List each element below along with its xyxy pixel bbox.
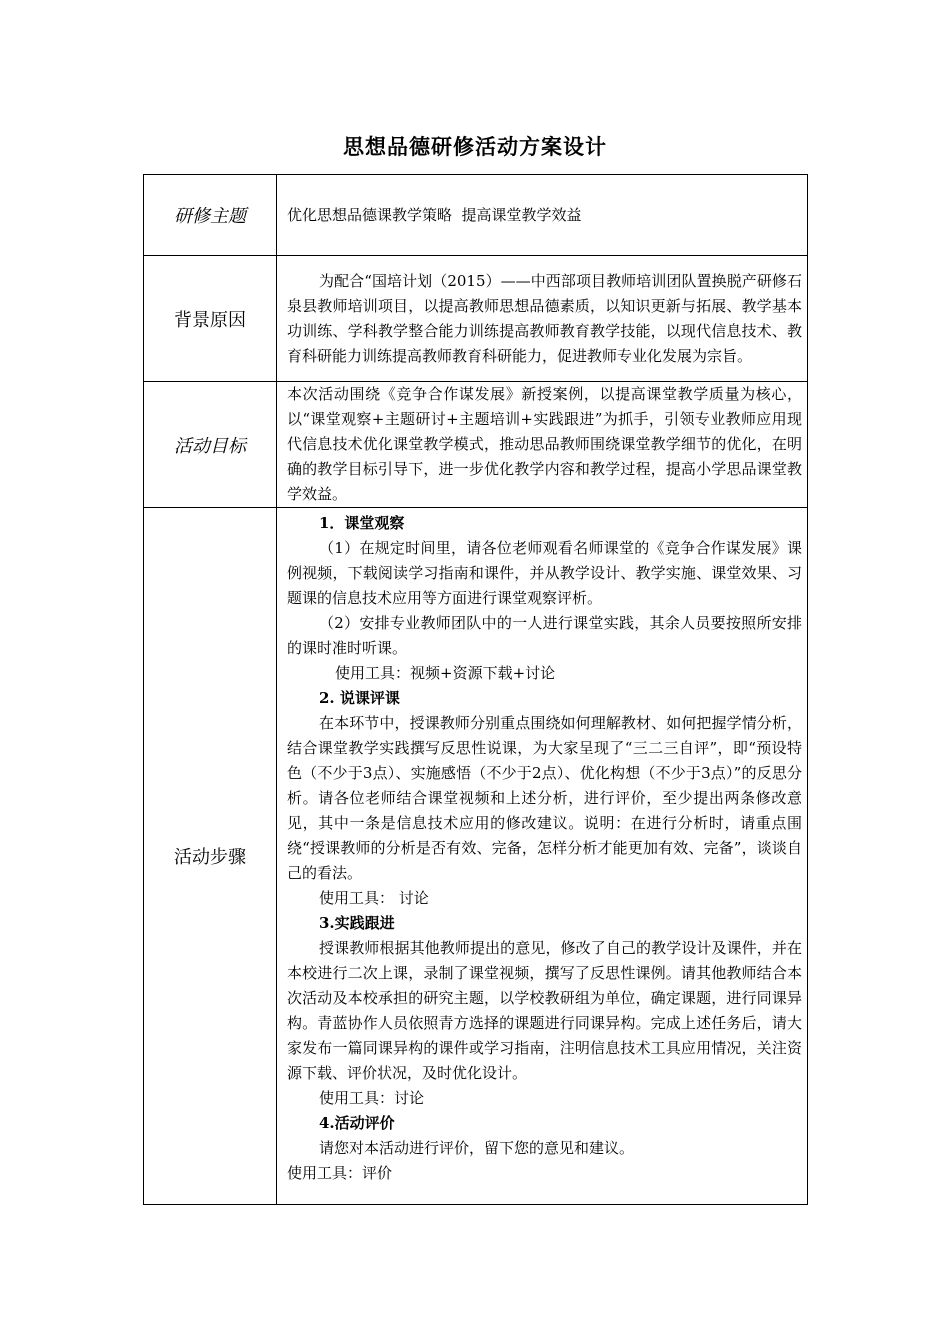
table-row-background <box>144 256 808 382</box>
step4-tool: 使用工具：评价 <box>287 1164 393 1182</box>
page-title: 思想品德研修活动方案设计 <box>343 134 607 159</box>
steps-label: 活动步骤 <box>144 508 277 1205</box>
step4-title: 4.活动评价 <box>319 1114 395 1132</box>
background-text: 为配合“国培计划（2015）——中西部项目教师培训团队置换脱产研修石泉县教师培训项目，以提高教师思想品德素质，以知识更新与拓展、教学基本功训练、学科教学整合能力训练提高教师教育教学技能，以现代信息技术、教育科研能力训练提高教师教育科研能力，促进教师专业化发展为宗旨。 <box>287 271 802 365</box>
step1-tool: 使用工具：视频+资源下载+讨论 <box>335 664 556 682</box>
step1-title: 1．课堂观察 <box>319 514 405 532</box>
theme-content <box>277 175 808 256</box>
step1-paragraph-1: （1）在规定时间里，请各位老师观看名师课堂的《竞争合作谋发展》课例视频，下载阅读学习指南和课件，并从教学设计、教学实施、课堂效果、习题课的信息技术应用等方面进行课堂观察评析。 <box>287 539 802 607</box>
step1-paragraph-2: （2）安排专业教师团队中的一人进行课堂实践，其余人员要按照所安排的课时准时听课。 <box>287 614 802 657</box>
goal-content <box>277 382 808 508</box>
plan-table <box>143 174 808 1205</box>
goal-text: 本次活动围绕《竞争合作谋发展》新授案例，以提高课堂教学质量为核心，以“课堂观察+主题研讨+主题培训+实践跟进”为抓手，引领专业教师应用现代信息技术优化课堂教学模式，推动思品教师围绕课堂教学细节的优化，在明确的教学目标引导下，进一步优化教学内容和教学过程，提高小学思品课堂教学效益。 <box>287 385 802 503</box>
table-row-theme <box>144 175 808 256</box>
background-content <box>277 256 808 382</box>
step3-title: 3.实践跟进 <box>319 914 395 932</box>
step2-title: 2. 说课评课 <box>319 689 400 707</box>
theme-label: 研修主题 <box>144 175 277 256</box>
table-row-goal <box>144 382 808 508</box>
table-row-steps <box>144 508 808 1205</box>
step3-paragraph: 授课教师根据其他教师提出的意见，修改了自己的教学设计及课件，并在本校进行二次上课，录制了课堂视频，撰写了反思性课例。请其他教师结合本次活动及本校承担的研究主题，以学校教研组为单位，确定课题，进行同课异构。青蓝协作人员依照青方选择的课题进行同课异构。完成上述任务后，请大家发布一篇同课异构的课件或学习指南，注明信息技术工具应用情况，关注资源下载、评价状况，及时优化设计。 <box>287 939 802 1082</box>
theme-text: 优化思想品德课教学策略 提高课堂教学效益 <box>287 205 582 224</box>
steps-content <box>277 508 808 1205</box>
step4-paragraph: 请您对本活动进行评价，留下您的意见和建议。 <box>319 1139 635 1157</box>
goal-label: 活动目标 <box>144 382 277 508</box>
step3-tool: 使用工具：讨论 <box>319 1089 425 1107</box>
background-label: 背景原因 <box>144 256 277 382</box>
step2-tool: 使用工具： 讨论 <box>319 889 429 907</box>
step2-paragraph: 在本环节中，授课教师分别重点围绕如何理解教材、如何把握学情分析，结合课堂教学实践撰写反思性说课，为大家呈现了“三二三自评”，即“预设特色（不少于3点）、实施感悟（不少于2点）、优化构想（不少于3点）”的反思分析。请各位老师结合课堂视频和上述分析，进行评价，至少提出两条修改意见，其中一条是信息技术应用的修改建议。说明：在进行分析时，请重点围绕“授课教师的分析是否有效、完备，怎样分析才能更加有效、完备”，谈谈自己的看法。 <box>287 714 802 882</box>
